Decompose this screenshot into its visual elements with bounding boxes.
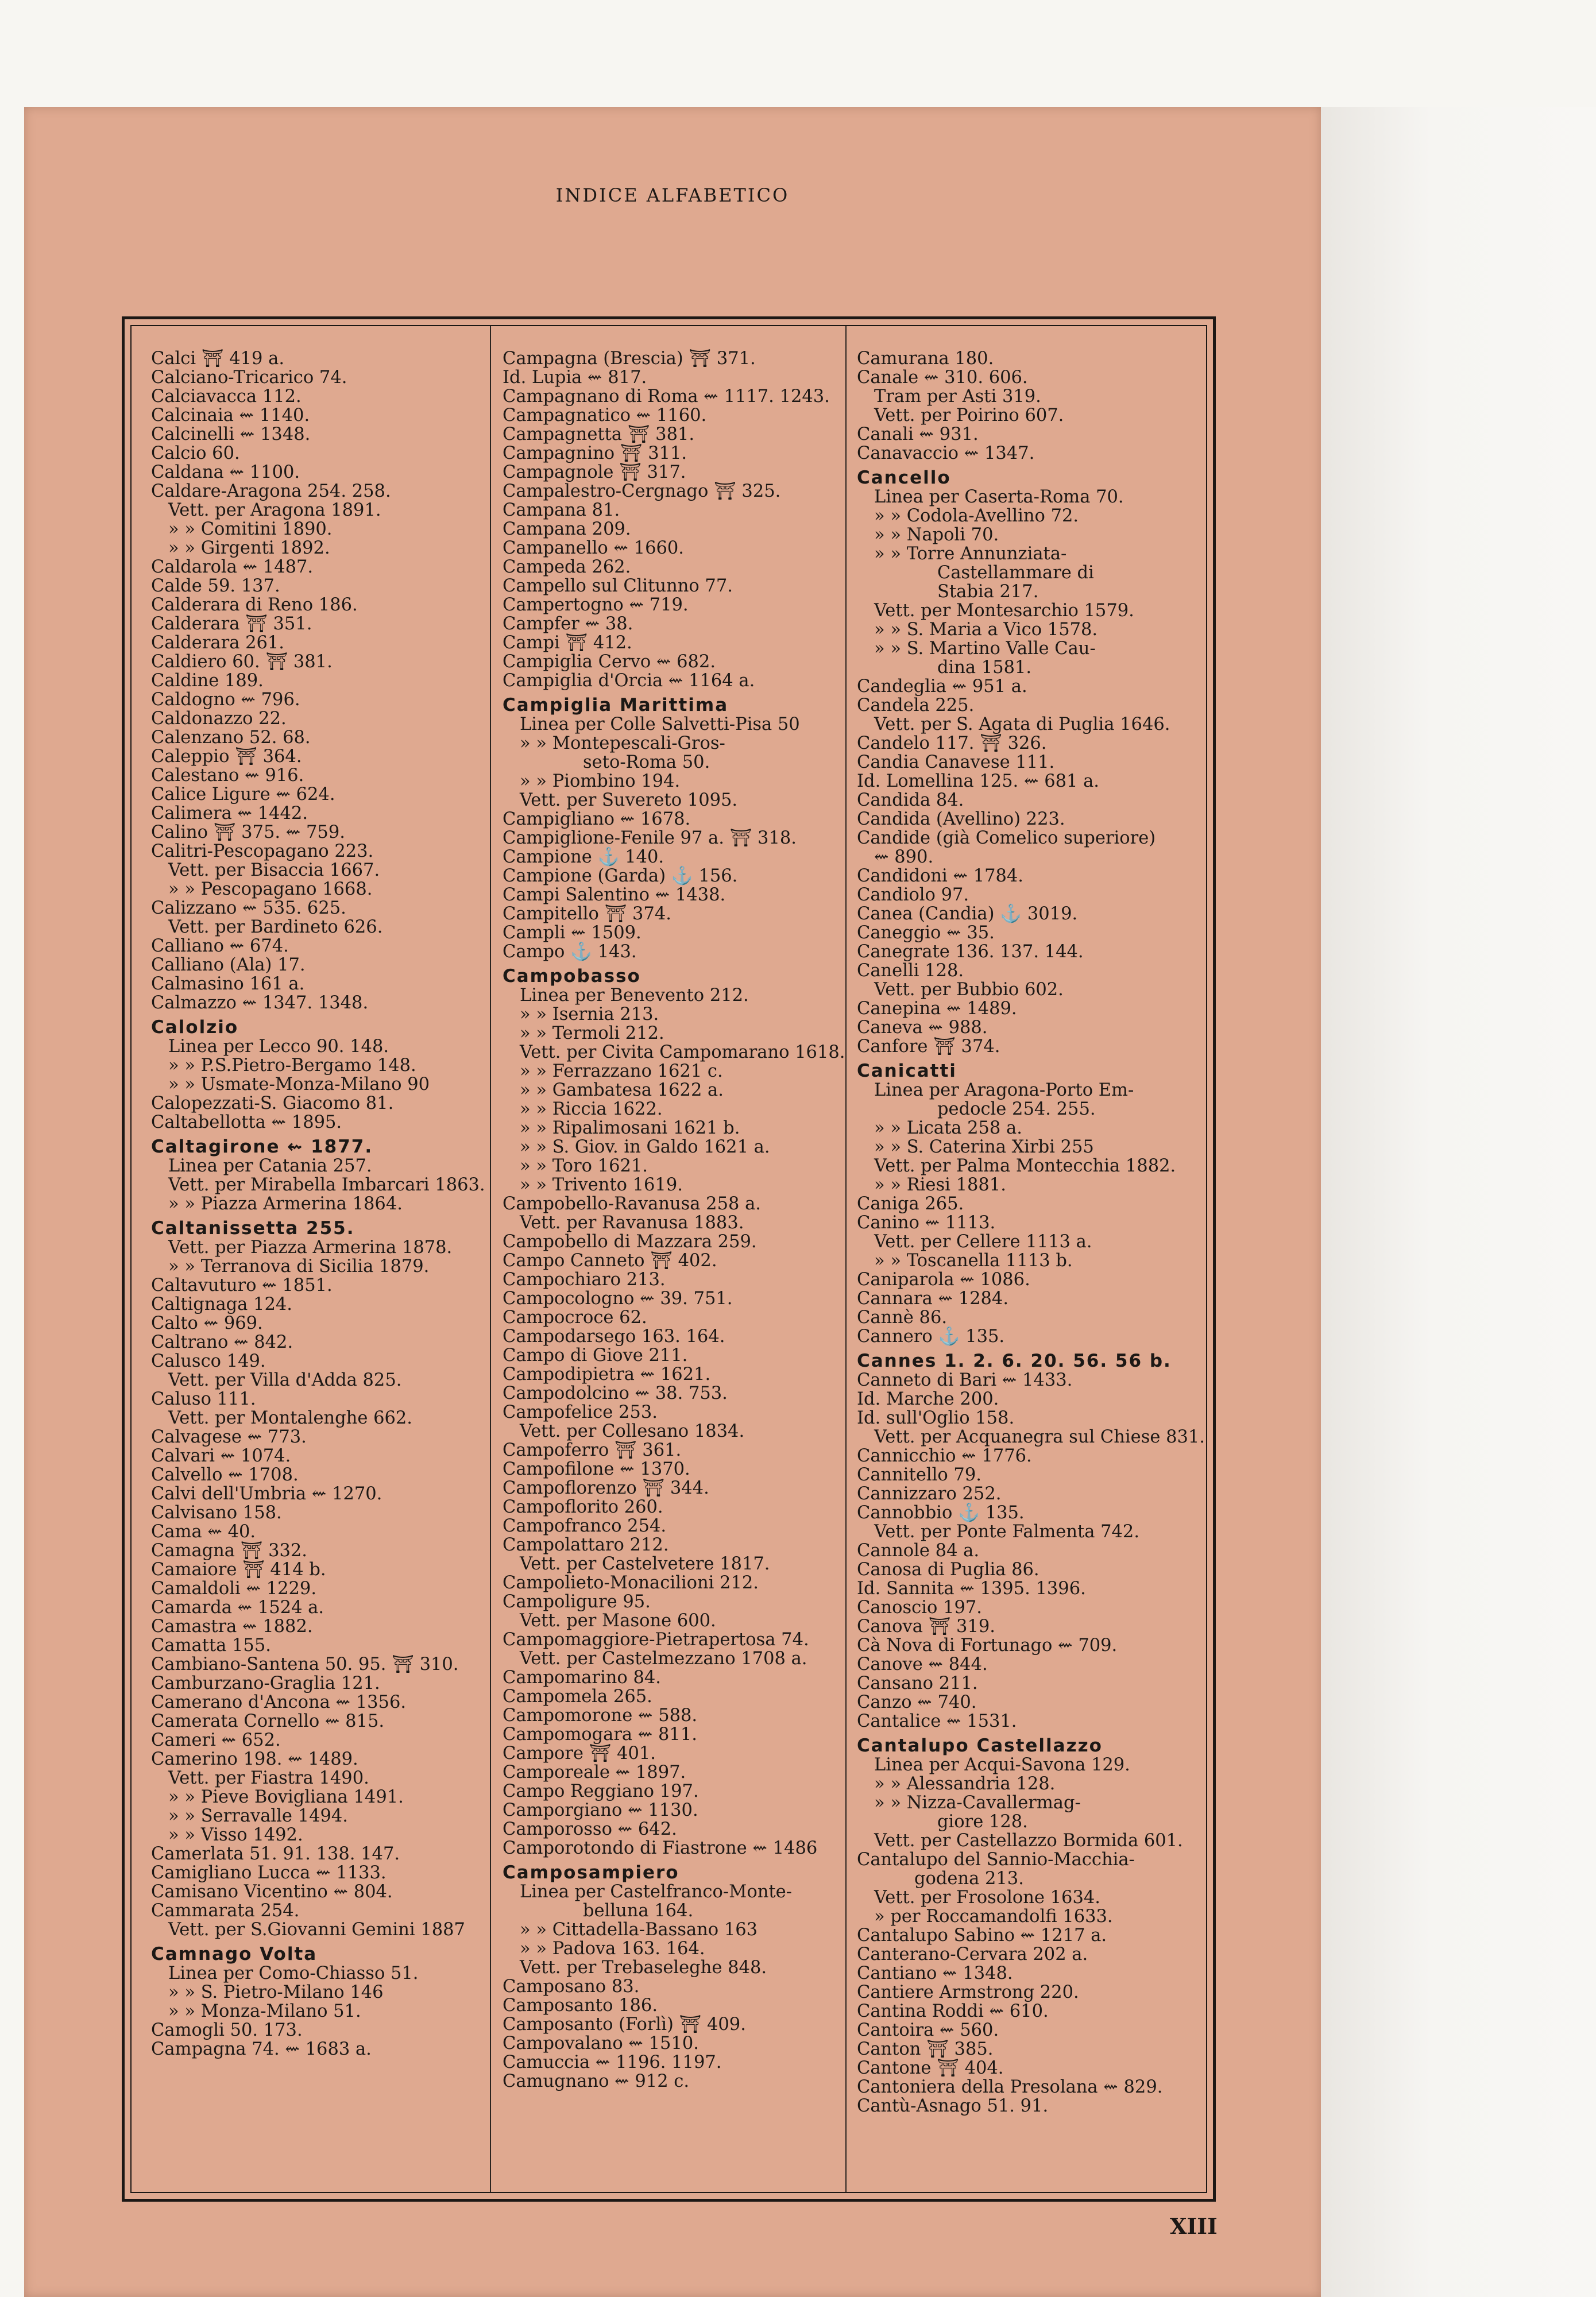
index-entry: Canale ⇜ 310. 606. [857,368,1028,388]
index-entry: Cà Nova di Fortunago ⇜ 709. [857,1635,1118,1656]
index-entry: Vett. per Trebaseleghe 848. [520,1958,767,1978]
index-entry: Vett. per Bubbio 602. [874,980,1064,1000]
book-page [24,107,1321,2297]
index-entry: Camerino 198. ⇜ 1489. [151,1749,358,1769]
index-entry: Campomela 265. [503,1687,652,1707]
index-entry: Candide (già Comelico superiore) [857,828,1156,848]
index-entry: Tram per Asti 319. [874,386,1041,407]
index-entry: » » Riccia 1622. [520,1099,663,1119]
index-entry: Campertogno ⇜ 719. [503,595,689,615]
index-entry: Caltavuturo ⇜ 1851. [151,1275,333,1296]
index-entry: Campana 81. [503,500,620,520]
index-entry: » » Visso 1492. [168,1825,303,1845]
index-entry: Vett. per Palma Montecchia 1882. [874,1156,1176,1176]
index-entry: Calderara 261. [151,633,284,653]
index-entry: Cambiano-Santena 50. 95. ⛩ 310. [151,1654,459,1675]
index-entry: dina 1581. [937,658,1032,678]
index-entry: Candia Canavese 111. [857,752,1055,772]
index-entry: Canton ⛩ 385. [857,2039,994,2059]
index-entry: Campagnatico ⇜ 1160. [503,405,707,426]
index-entry: Caneggio ⇜ 35. [857,923,995,943]
index-entry: Calimera ⇜ 1442. [151,803,308,823]
index-entry: » » Torre Annunziata- [874,544,1067,564]
index-entry: Campocologno ⇜ 39. 751. [503,1289,733,1309]
index-heading: Cannes 1. 2. 6. 20. 56. 56 b. [857,1351,1172,1371]
index-entry: Campo ⚓ 143. [503,942,637,962]
index-entry: » » Piazza Armerina 1864. [168,1194,403,1214]
index-heading: Caltanissetta 255. [151,1218,355,1239]
index-heading: Campiglia Marittima [503,695,729,716]
index-entry: » » Trivento 1619. [520,1175,683,1195]
index-entry: Calvello ⇜ 1708. [151,1465,299,1485]
index-entry: Caldarola ⇜ 1487. [151,557,314,577]
index-entry: » » Codola-Avellino 72. [874,506,1079,526]
index-entry: Canosa di Puglia 86. [857,1560,1039,1580]
index-entry: Vett. per Aragona 1891. [168,500,381,520]
index-entry: Linea per Benevento 212. [520,985,749,1006]
index-entry: Calderara ⛩ 351. [151,614,312,634]
index-entry: Camposanto (Forlì) ⛩ 409. [503,2014,746,2035]
index-entry: » » Licata 258 a. [874,1118,1022,1138]
index-entry: Calliano ⇜ 674. [151,936,289,956]
page-number: XIII [1170,2213,1218,2239]
index-column-1 [151,349,491,2059]
index-entry: Campocroce 62. [503,1308,647,1328]
index-entry: Vett. per S.Giovanni Gemini 1887 [168,1920,465,1940]
index-entry: Caniparola ⇜ 1086. [857,1270,1030,1290]
index-column-3 [857,349,1205,2116]
index-entry: Campofelice 253. [503,1402,658,1422]
index-entry: Caniga 265. [857,1194,964,1214]
index-entry: giore 128. [937,1812,1028,1832]
index-entry: Campofilone ⇜ 1370. [503,1459,690,1479]
index-entry: Calcio 60. [151,443,240,463]
index-entry: Caltignaga 124. [151,1294,292,1314]
index-entry: Canali ⇜ 931. [857,424,979,444]
index-entry: Canoscio 197. [857,1598,982,1618]
index-entry: Campello sul Clitunno 77. [503,576,733,596]
index-entry: Vett. per Fiastra 1490. [168,1768,369,1788]
index-entry: Campalestro-Cergnago ⛩ 325. [503,481,781,501]
index-entry: Camposano 83. [503,1977,640,1997]
index-entry: Calderara di Reno 186. [151,595,358,615]
index-entry: Calizzano ⇜ 535. 625. [151,898,346,918]
index-entry: Cantone ⛩ 404. [857,2058,1004,2078]
index-entry: Vett. per Villa d'Adda 825. [168,1370,402,1390]
index-entry: » » Monza-Milano 51. [168,2001,361,2021]
index-entry: Camposanto 186. [503,1996,658,2016]
index-entry: Caldare-Aragona 254. 258. [151,481,391,501]
index-entry: Caluso 111. [151,1389,256,1409]
index-entry: Linea per Colle Salvetti-Pisa 50 [520,714,800,734]
index-entry: Calusco 149. [151,1351,266,1371]
index-entry: Camerlata 51. 91. 138. 147. [151,1844,400,1864]
index-entry: Canfore ⛩ 374. [857,1037,1000,1057]
index-entry: » » Usmate-Monza-Milano 90 [168,1074,430,1095]
index-entry: Canove ⇜ 844. [857,1654,988,1675]
index-entry: Calliano (Ala) 17. [151,955,306,975]
index-entry: Campo di Giove 211. [503,1345,688,1366]
index-entry: Canneto di Bari ⇜ 1433. [857,1370,1073,1390]
index-entry: Camporeale ⇜ 1897. [503,1762,686,1782]
index-entry: » » Padova 163. 164. [520,1939,705,1959]
index-entry: » » Napoli 70. [874,525,999,545]
index-entry: Id. Lupia ⇜ 817. [503,368,647,388]
index-entry: Cantina Roddi ⇜ 610. [857,2001,1049,2021]
index-entry: Camerata Cornello ⇜ 815. [151,1711,385,1731]
index-entry: Calvagese ⇜ 773. [151,1427,307,1447]
index-entry: Caltrano ⇜ 842. [151,1332,293,1352]
index-entry: Campi Salentino ⇜ 1438. [503,885,726,905]
index-entry: » » Ripalimosani 1621 b. [520,1118,740,1138]
index-heading: Calolzio [151,1017,239,1038]
index-entry: Campagnino ⛩ 311. [503,443,687,463]
index-entry: » » S. Pietro-Milano 146 [168,1982,384,2002]
index-entry: » » Pescopagano 1668. [168,879,373,899]
index-entry: Vett. per Mirabella Imbarcari 1863. [168,1175,485,1195]
index-entry: » » Montepescali-Gros- [520,733,725,753]
index-entry: Camugnano ⇜ 912 c. [503,2071,690,2091]
index-entry: Camarda ⇜ 1524 a. [151,1598,324,1618]
index-entry: Campovalano ⇜ 1510. [503,2033,699,2054]
index-entry: Cantoniera della Presolana ⇜ 829. [857,2077,1163,2097]
index-entry: Canzo ⇜ 740. [857,1692,977,1712]
index-entry: ⇜ 890. [874,847,934,867]
index-entry: Camerano d'Ancona ⇜ 1356. [151,1692,407,1712]
index-entry: Campiglia Cervo ⇜ 682. [503,652,716,672]
index-entry: Linea per Acqui-Savona 129. [874,1755,1130,1775]
index-heading: Cancello [857,467,951,488]
index-entry: Canegrate 136. 137. 144. [857,942,1084,962]
index-entry: Vett. per Bardineto 626. [168,917,383,937]
index-entry: seto-Roma 50. [583,752,710,772]
index-entry: Vett. per Frosolone 1634. [874,1888,1100,1908]
index-entry: Campagnole ⛩ 317. [503,462,686,482]
index-entry: Candelo 117. ⛩ 326. [857,733,1047,753]
index-entry: Campomogara ⇜ 811. [503,1724,697,1745]
index-entry: Canova ⛩ 319. [857,1617,995,1637]
index-entry: Campigliano ⇜ 1678. [503,809,691,829]
index-entry: Calcinaia ⇜ 1140. [151,405,310,426]
index-entry: » » Nizza-Cavallermag- [874,1793,1081,1813]
index-entry: Camaiore ⛩ 414 b. [151,1560,326,1580]
index-entry: Campiglione-Fenile 97 a. ⛩ 318. [503,828,797,848]
index-entry: Stabia 217. [937,582,1039,602]
index-entry: Vett. per Ponte Falmenta 742. [874,1522,1140,1542]
index-entry: Calciavacca 112. [151,386,302,407]
page-header-title: INDICE ALFABETICO [555,184,790,206]
index-entry: Cannole 84 a. [857,1541,980,1561]
index-entry: Calvari ⇜ 1074. [151,1446,291,1466]
index-entry: Vett. per Poirino 607. [874,405,1064,426]
index-entry: Camogli 50. 173. [151,2020,303,2040]
index-entry: Campolattaro 212. [503,1535,669,1555]
index-entry: Linea per Lecco 90. 148. [168,1037,389,1057]
index-entry: Linea per Castelfranco-Monte- [520,1882,792,1902]
index-entry: Cammarata 254. [151,1901,300,1921]
index-entry: Calci ⛩ 419 a. [151,349,285,369]
index-entry: Camburzano-Graglia 121. [151,1673,380,1693]
index-entry: » » Pieve Bovigliana 1491. [168,1787,404,1807]
index-entry: Calitri-Pescopagano 223. [151,841,374,861]
index-entry: Camurana 180. [857,349,994,369]
index-entry: Caltabellotta ⇜ 1895. [151,1112,342,1132]
index-entry: Campanello ⇜ 1660. [503,538,684,558]
index-entry: Camporotondo di Fiastrone ⇜ 1486 [503,1838,818,1858]
index-entry: » » Comitini 1890. [168,519,333,539]
index-entry: Linea per Caserta-Roma 70. [874,487,1124,507]
index-entry: Id. Lomellina 125. ⇜ 681 a. [857,771,1099,791]
index-entry: Castellammare di [937,563,1094,583]
index-entry: » » Termoli 212. [520,1023,664,1043]
index-entry: Candida 84. [857,790,964,810]
index-entry: Candida (Avellino) 223. [857,809,1065,829]
index-entry: » » Toro 1621. [520,1156,648,1176]
index-entry: » » Terranova di Sicilia 1879. [168,1256,430,1277]
index-entry: Canepina ⇜ 1489. [857,999,1017,1019]
index-entry: Vett. per Cellere 1113 a. [874,1232,1092,1252]
index-entry: Vett. per Civita Campomarano 1618. [520,1042,845,1062]
index-entry: Campodipietra ⇜ 1621. [503,1364,711,1385]
index-entry: Camisano Vicentino ⇜ 804. [151,1882,393,1902]
index-entry: » » Isernia 213. [520,1004,659,1024]
index-entry: Campobello-Ravanusa 258 a. [503,1194,761,1214]
index-entry: Campo Canneto ⛩ 402. [503,1251,717,1271]
index-entry: Vett. per Castelvetere 1817. [520,1554,770,1574]
index-entry: Campore ⛩ 401. [503,1743,656,1764]
index-entry: Campoligure 95. [503,1592,651,1612]
index-entry: Cantù-Asnago 51. 91. [857,2096,1049,2116]
index-entry: Camigliano Lucca ⇜ 1133. [151,1863,387,1883]
index-entry: Cama ⇜ 40. [151,1522,256,1542]
index-entry: Calice Ligure ⇜ 624. [151,784,335,805]
index-entry: belluna 164. [583,1901,694,1921]
index-entry: Cantalupo del Sannio-Macchia- [857,1850,1135,1870]
column-separator [845,326,847,2192]
index-entry: Canelli 128. [857,961,964,981]
index-entry: » » S. Maria a Vico 1578. [874,620,1098,640]
index-heading: Caltagirone ⇜ 1877. [151,1136,373,1157]
index-entry: Canea (Candia) ⚓ 3019. [857,904,1078,924]
index-entry: » » S. Caterina Xirbi 255 [874,1137,1094,1157]
index-entry: Caldana ⇜ 1100. [151,462,300,482]
index-entry: Campobello di Mazzara 259. [503,1232,757,1252]
index-entry: Canino ⇜ 1113. [857,1213,996,1233]
index-entry: Cannero ⚓ 135. [857,1327,1005,1347]
scan-background [1321,107,1596,2297]
index-entry: Campo Reggiano 197. [503,1781,699,1801]
index-entry: godena 213. [914,1869,1024,1889]
index-entry: Cannè 86. [857,1308,948,1328]
index-entry: Caldonazzo 22. [151,709,287,729]
index-heading: Canicatti [857,1061,957,1081]
index-entry: Cansano 211. [857,1673,978,1693]
index-entry: Camporgiano ⇜ 1130. [503,1800,698,1820]
index-entry: Calvisano 158. [151,1503,282,1523]
index-entry: » » Alessandria 128. [874,1774,1056,1794]
index-entry: Vett. per Castellazzo Bormida 601. [874,1831,1183,1851]
index-entry: Campodolcino ⇜ 38. 753. [503,1383,728,1403]
index-heading: Camnago Volta [151,1944,318,1965]
index-entry: » » Ferrazzano 1621 c. [520,1061,723,1081]
index-entry: » per Roccamandolfi 1633. [874,1907,1113,1927]
index-entry: Camastra ⇜ 1882. [151,1617,313,1637]
index-entry: Linea per Aragona-Porto Em- [874,1080,1134,1100]
index-entry: Calvi dell'Umbria ⇜ 1270. [151,1484,382,1504]
index-entry: Cantalupo Sabino ⇜ 1217 a. [857,1925,1107,1946]
index-entry: Canterano-Cervara 202 a. [857,1944,1088,1965]
index-entry: Caleppio ⛩ 364. [151,747,302,767]
index-entry: Cantiano ⇜ 1348. [857,1963,1013,1983]
index-entry: Calino ⛩ 375. ⇜ 759. [151,822,345,842]
index-entry: Campi ⛩ 412. [503,633,632,653]
index-entry: Camatta 155. [151,1635,271,1656]
index-entry: Linea per Catania 257. [168,1156,372,1176]
index-entry: Campoflorenzo ⛩ 344. [503,1478,709,1498]
index-entry: Campli ⇜ 1509. [503,923,642,943]
index-entry: Cantiere Armstrong 220. [857,1982,1079,2002]
index-entry: pedocle 254. 255. [937,1099,1096,1119]
index-entry: Vett. per S. Agata di Puglia 1646. [874,714,1170,734]
index-entry: Calto ⇜ 969. [151,1313,263,1333]
index-entry: Calmazzo ⇜ 1347. 1348. [151,993,369,1013]
index-entry: Vett. per Ravanusa 1883. [520,1213,744,1233]
index-entry: Campagna (Brescia) ⛩ 371. [503,349,756,369]
index-entry: Caldiero 60. ⛩ 381. [151,652,333,672]
index-entry: Campfer ⇜ 38. [503,614,633,634]
index-entry: Cameri ⇜ 652. [151,1730,281,1750]
index-entry: Vett. per Montesarchio 1579. [874,601,1134,621]
index-entry: Caldine 189. [151,671,264,691]
index-entry: Vett. per Suvereto 1095. [520,790,738,810]
index-entry: » » Piombino 194. [520,771,681,791]
index-entry: Id. Marche 200. [857,1389,999,1409]
index-entry: Campodarsego 163. 164. [503,1327,725,1347]
index-entry: » » S. Martino Valle Cau- [874,639,1096,659]
index-entry: Vett. per Masone 600. [520,1611,716,1631]
index-frame [122,316,1216,2202]
index-entry: » » Girgenti 1892. [168,538,330,558]
index-entry: » » Cittadella-Bassano 163 [520,1920,758,1940]
index-heading: Campobasso [503,966,641,987]
index-entry: Calde 59. 137. [151,576,280,596]
index-entry: » » Serravalle 1494. [168,1806,348,1826]
index-entry: Calenzano 52. 68. [151,728,311,748]
index-entry: Cantalice ⇜ 1531. [857,1711,1017,1731]
index-entry: Campolieto-Monacilioni 212. [503,1573,759,1593]
index-entry: Campione (Garda) ⚓ 156. [503,866,738,886]
index-column-2 [503,349,843,2091]
index-entry: Campitello ⛩ 374. [503,904,671,924]
index-entry: Linea per Como-Chiasso 51. [168,1963,419,1983]
index-entry: Campomarino 84. [503,1668,661,1688]
index-entry: Vett. per Acquanegra sul Chiese 831. [874,1427,1205,1447]
index-entry: Camagna ⛩ 332. [151,1541,307,1561]
index-entry: Campochiaro 213. [503,1270,666,1290]
index-entry: Calopezzati-S. Giacomo 81. [151,1093,394,1113]
index-entry: Id. Sannita ⇜ 1395. 1396. [857,1579,1086,1599]
index-entry: Calmasino 161 a. [151,974,305,994]
index-frame-inner [130,325,1207,2193]
index-entry: Campomorone ⇜ 588. [503,1706,698,1726]
index-entry: Caldogno ⇜ 796. [151,690,300,710]
index-entry: Vett. per Montalenghe 662. [168,1408,412,1428]
index-entry: Cannobbio ⚓ 135. [857,1503,1025,1523]
index-entry: Campofranco 254. [503,1516,667,1536]
index-entry: Calestano ⇜ 916. [151,765,304,786]
index-entry: Campagna 74. ⇜ 1683 a. [151,2039,372,2059]
index-entry: Cantoira ⇜ 560. [857,2020,999,2040]
index-entry: Canavaccio ⇜ 1347. [857,443,1035,463]
index-entry: Id. sull'Oglio 158. [857,1408,1015,1428]
index-entry: Vett. per Castelmezzano 1708 a. [520,1649,807,1669]
index-entry: Campoflorito 260. [503,1497,663,1517]
index-entry: Vett. per Bisaccia 1667. [168,860,380,880]
index-entry: » » S. Giov. in Galdo 1621 a. [520,1137,770,1157]
index-heading: Cantalupo Castellazzo [857,1735,1103,1756]
index-entry: Calcinelli ⇜ 1348. [151,424,311,444]
index-entry: Campomaggiore-Pietrapertosa 74. [503,1630,809,1650]
index-entry: Camaldoli ⇜ 1229. [151,1579,317,1599]
index-entry: Caneva ⇜ 988. [857,1018,988,1038]
index-entry: Candela 225. [857,695,975,716]
index-entry: Campana 209. [503,519,631,539]
index-entry: Campagnetta ⛩ 381. [503,424,695,444]
index-entry: Campoferro ⛩ 361. [503,1440,682,1460]
index-entry: » » Gambatesa 1622 a. [520,1080,724,1100]
index-entry: Camuccia ⇜ 1196. 1197. [503,2052,722,2072]
index-entry: Candeglia ⇜ 951 a. [857,676,1027,697]
index-entry: Candiolo 97. [857,885,969,905]
index-entry: » » Toscanella 1113 b. [874,1251,1073,1271]
index-entry: Campiglia d'Orcia ⇜ 1164 a. [503,671,755,691]
index-entry: Campagnano di Roma ⇜ 1117. 1243. [503,386,830,407]
index-entry: Campione ⚓ 140. [503,847,664,867]
index-entry: Cannicchio ⇜ 1776. [857,1446,1032,1466]
index-entry: Vett. per Collesano 1834. [520,1421,745,1441]
index-entry: Cannizzaro 252. [857,1484,1002,1504]
index-entry: Candidoni ⇜ 1784. [857,866,1023,886]
index-entry: Camporosso ⇜ 642. [503,1819,677,1839]
index-entry: Calciano-Tricarico 74. [151,368,347,388]
index-heading: Camposampiero [503,1862,679,1883]
index-entry: » » P.S.Pietro-Bergamo 148. [168,1055,416,1076]
index-entry: Cannitello 79. [857,1465,981,1485]
index-entry: Vett. per Piazza Armerina 1878. [168,1238,453,1258]
index-entry: Cannara ⇜ 1284. [857,1289,1009,1309]
index-entry: » » Riesi 1881. [874,1175,1006,1195]
index-entry: Campeda 262. [503,557,631,577]
